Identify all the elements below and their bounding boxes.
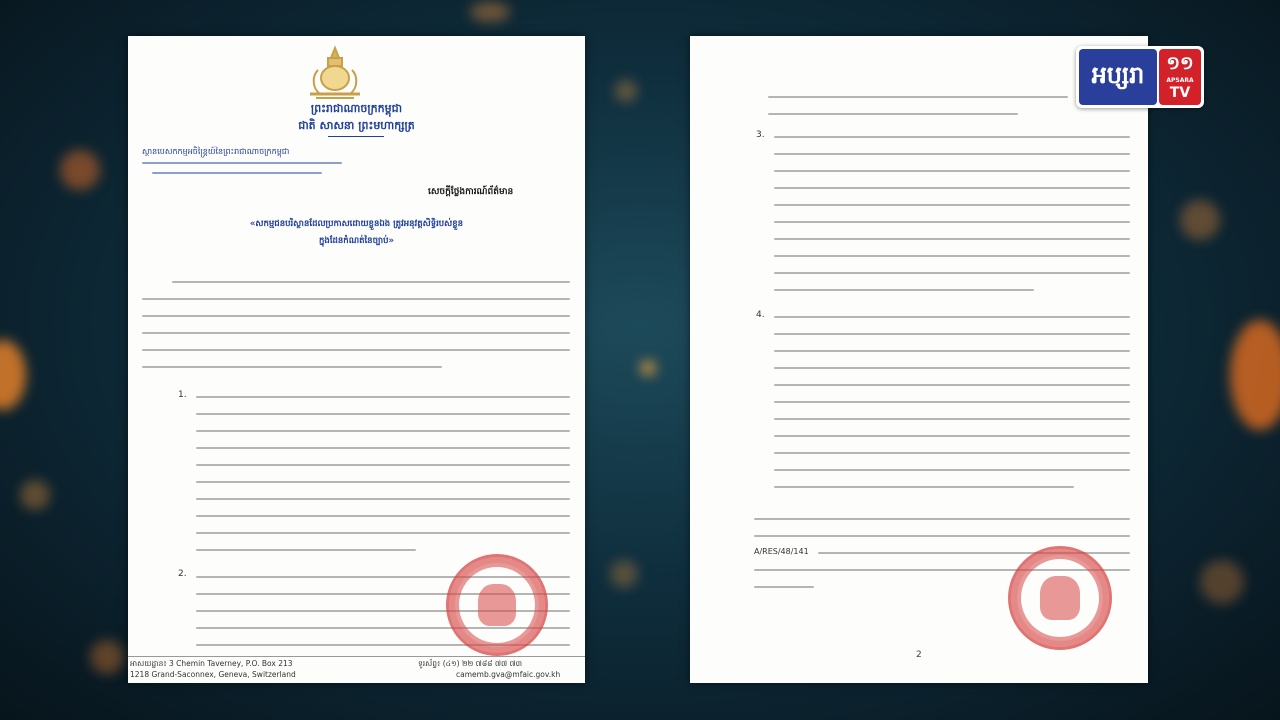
document-type: សេចក្តីថ្លែងការណ៍ព័ត៌មាន [428, 187, 514, 197]
footer-email: camemb.gva@mfaic.gov.kh [456, 670, 561, 679]
header-divider [328, 136, 384, 137]
document-page-1: ព្រះរាជាណាចក្រកម្ពុជា ជាតិ សាសនា ព្រះមហាក្សត្រ ស្ថានបេសកកម្មអចិន្ត្រៃយ៍នៃព្រះរាជាណាចក្រកម្ពុជា សេចក្តីថ្លែងការណ៍ព័ត៌មាន «សកម្មជនបរិស្ថានដែលប្រកាសដោយខ្លួនឯង ត្រូវអនុវត្តសិទ្ធិរបស់ខ្លួន ក្នុងដែនកំណត់នៃច្បាប់» 1. 2. អាសយដ្ឋាន៖ 3 Chemin Taverney, P.O. Box 213 1218 Grand-Saconnex, Geneva, Switzerland ទូរស័ព្ទ៖ (៤១) ២២ ៧៨៨ ៧៧ ៧៣ camemb.gva@mfaic.gov.kh [128, 36, 585, 683]
logo-khmer-text: អប្សរា [1079, 49, 1157, 105]
official-seal-stamp-2 [1008, 546, 1112, 650]
apsara-tv-logo [1076, 46, 1204, 108]
logo-tv: TV [1169, 85, 1191, 101]
motto-header: ជាតិ សាសនា ព្រះមហាក្សត្រ [298, 119, 415, 132]
statement-title-line2: ក្នុងដែនកំណត់នៃច្បាប់» [319, 236, 394, 246]
logo-channel-number: ១១ [1166, 53, 1194, 74]
kingdom-header: ព្រះរាជាណាចក្រកម្ពុជា [310, 102, 403, 115]
page-number: 2 [916, 650, 922, 660]
official-seal-stamp [446, 554, 548, 656]
footer-address-line2: 1218 Grand-Saconnex, Geneva, Switzerland [130, 670, 296, 679]
logo-channel-badge [1159, 49, 1201, 105]
mission-name: ស្ថានបេសកកម្មអចិន្ត្រៃយ៍នៃព្រះរាជាណាចក្រកម្ពុជា [142, 147, 290, 156]
resolution-reference: A/RES/48/141 [754, 547, 809, 556]
footer-phone: ទូរស័ព្ទ៖ (៤១) ២២ ៧៨៨ ៧៧ ៧៣ [418, 659, 523, 668]
royal-emblem-icon [304, 44, 366, 102]
document-page-2: 3. 4. A/RES/48/141 2 [690, 36, 1148, 683]
footer-address-line1: អាសយដ្ឋាន៖ 3 Chemin Taverney, P.O. Box 213 [130, 659, 293, 668]
logo-brand: APSARA [1166, 77, 1194, 84]
statement-title-line1: «សកម្មជនបរិស្ថានដែលប្រកាសដោយខ្លួនឯង ត្រូវអនុវត្តសិទ្ធិរបស់ខ្លួន [249, 219, 464, 229]
footer-divider [128, 656, 585, 657]
